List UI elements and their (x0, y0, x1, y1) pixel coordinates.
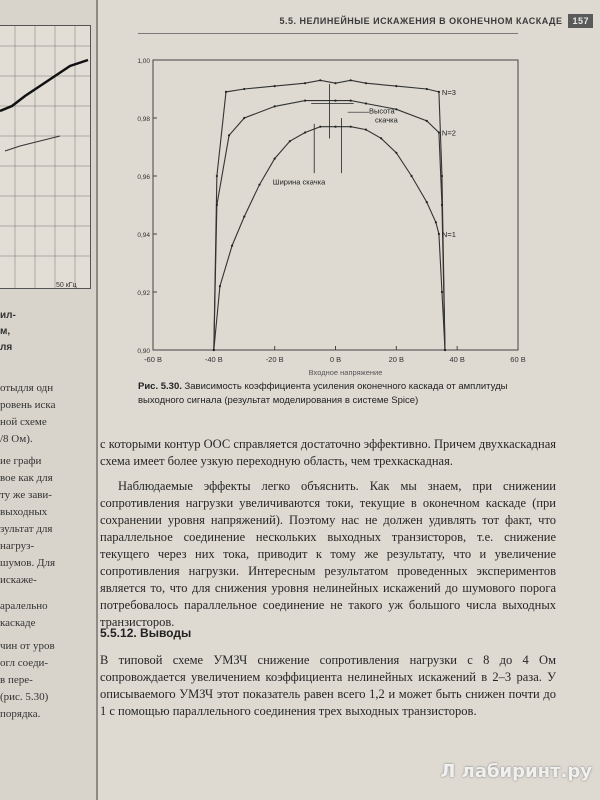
data-point (365, 102, 367, 104)
data-point (350, 79, 352, 81)
series-label: N=2 (441, 128, 456, 138)
data-point (426, 88, 428, 90)
section-title: 5.5.12. Выводы (100, 626, 192, 640)
x-tick-label: -60 В (144, 355, 162, 364)
data-point (438, 91, 440, 93)
left-line: огл соеди- (0, 657, 49, 669)
data-point (319, 126, 321, 128)
left-page (0, 0, 98, 800)
data-point (438, 233, 440, 235)
data-point (274, 158, 276, 160)
left-line: искаже- (0, 574, 37, 586)
data-point (410, 175, 412, 177)
left-page-chart-svg (0, 26, 90, 288)
book-page (98, 0, 600, 800)
running-header (233, 10, 593, 32)
left-line: вое как для (0, 472, 53, 484)
data-point (350, 100, 352, 102)
left-line: каскаде (0, 617, 36, 629)
left-line: отыдля одн (0, 382, 54, 394)
left-line: ровень иска (0, 399, 56, 411)
data-point (243, 88, 245, 90)
data-point (365, 129, 367, 131)
data-point (274, 85, 276, 87)
y-tick-label: 0,96 (137, 174, 150, 181)
series-label: N=1 (441, 230, 456, 239)
x-tick-label: 60 В (510, 355, 526, 364)
header-rule (138, 33, 518, 34)
watermark-logo-icon: Л (440, 761, 456, 782)
left-line: ил- (0, 310, 16, 321)
data-point (334, 82, 336, 84)
left-line: шумов. Для (0, 557, 56, 569)
data-point (304, 131, 306, 133)
left-chart-freq-label: 50 кГц (56, 282, 77, 289)
figure-caption (138, 380, 518, 408)
data-point (243, 216, 245, 218)
left-line: аралельно (0, 600, 48, 612)
figure-chart (98, 45, 528, 390)
data-point (441, 291, 443, 293)
section-text: В типовой схеме УМЗЧ снижение сопротивления нагрузки с 8 до 4 Ом сопровождается увеличением коэффициента нелинейных искажений в 2–3 раза. У описываемого УМЗЧ этот показатель равен всего 1,2 и может быть снижен почти до 1 с помощью параллельного соединения трех выходных транзисторов. (100, 653, 556, 718)
annotation-label: Ширина скачка (272, 177, 326, 187)
data-point (319, 79, 321, 81)
y-tick-label: 0,92 (137, 290, 150, 297)
data-point (274, 105, 276, 107)
data-point (258, 184, 260, 186)
annotation-label: Высота скачка (368, 106, 398, 125)
data-point (216, 204, 218, 206)
data-point (395, 85, 397, 87)
data-point (395, 152, 397, 154)
data-point (334, 100, 336, 102)
left-line: в пере- (0, 674, 33, 686)
y-tick-label: 0,90 (137, 348, 150, 355)
left-line: порядка. (0, 708, 41, 720)
left-line: (рис. 5.30) (0, 691, 49, 703)
data-point (219, 285, 221, 287)
data-point (426, 120, 428, 122)
data-point (334, 126, 336, 128)
data-point (225, 91, 227, 93)
y-tick-label: 0,98 (137, 116, 150, 123)
left-line: ля (0, 342, 13, 353)
header-title: 5.5. НЕЛИНЕЙНЫЕ ИСКАЖЕНИЯ В ОКОНЕЧНОМ КАСКАДЕ (279, 16, 563, 26)
data-point (243, 117, 245, 119)
left-line: зультат для (0, 523, 53, 535)
series-label: N=3 (441, 87, 456, 97)
left-line: ту же зави- (0, 489, 52, 501)
left-line: /8 Ом). (0, 433, 33, 445)
data-point (365, 82, 367, 84)
x-tick-label: 40 В (449, 355, 465, 364)
y-tick-label: 1,00 (137, 58, 150, 65)
data-point (438, 131, 440, 133)
watermark-text: лабиринт.ру (461, 761, 592, 782)
figure-caption-label: Рис. 5.30. (138, 381, 182, 392)
watermark (440, 761, 592, 782)
paragraph: Наблюдаемые эффекты легко объяснить. Как мы знаем, при снижении сопротивления нагрузки увеличиваются токи, текущие в оконечном каскаде (при сохранении уровня напряжений). Поэтому нас не должен удивлять тот факт, что параллельное соединение нескольких выходных транзисторов, т.е. снижение текущего через них тока, приводит к тому же результату, что и увеличение сопротивления нагрузки. Интересным результатом проведенных экспериментов является то, что для снижения уровня нелинейных искажений до шумового порога потребовалось параллельное соединение не такого уж большого числа выходных транзисторов. (100, 479, 556, 629)
x-tick-label: -40 В (204, 355, 223, 364)
x-tick-label: 0 В (329, 355, 342, 364)
data-point (289, 140, 291, 142)
x-tick-label: -20 В (265, 355, 284, 364)
data-point (435, 221, 437, 223)
data-point (213, 349, 215, 351)
data-point (231, 245, 233, 247)
data-point (304, 100, 306, 102)
data-point (426, 201, 428, 203)
chart-svg (98, 45, 528, 390)
left-line: выходных (0, 506, 48, 518)
x-axis-label: Входное напряжение (308, 368, 383, 377)
data-point (350, 126, 352, 128)
data-point (441, 204, 443, 206)
left-page-chart (0, 25, 91, 289)
left-line: нагруз- (0, 540, 35, 552)
series-line (214, 127, 445, 350)
left-line: ие графи (0, 455, 42, 467)
data-point (304, 82, 306, 84)
data-point (395, 108, 397, 110)
left-line: ной схеме (0, 416, 47, 428)
data-point (228, 134, 230, 136)
left-line: чин от уров (0, 640, 55, 652)
x-tick-label: 20 В (388, 355, 405, 364)
paragraph: с которыми контур ООС справляется достаточно эффективно. Причем двухкаскадная схема имеет более узкую переходную область, чем трехкаскадная. (100, 437, 556, 468)
figure-caption-text: Зависимость коэффициента усиления оконечного каскада от амплитуды выходного сигнала (результат моделирования в системе Spice) (138, 381, 508, 406)
data-point (444, 349, 446, 351)
data-point (380, 137, 382, 139)
left-line: м, (0, 326, 11, 337)
data-point (216, 175, 218, 177)
y-tick-label: 0,94 (137, 232, 150, 239)
page-number: 157 (568, 14, 593, 28)
